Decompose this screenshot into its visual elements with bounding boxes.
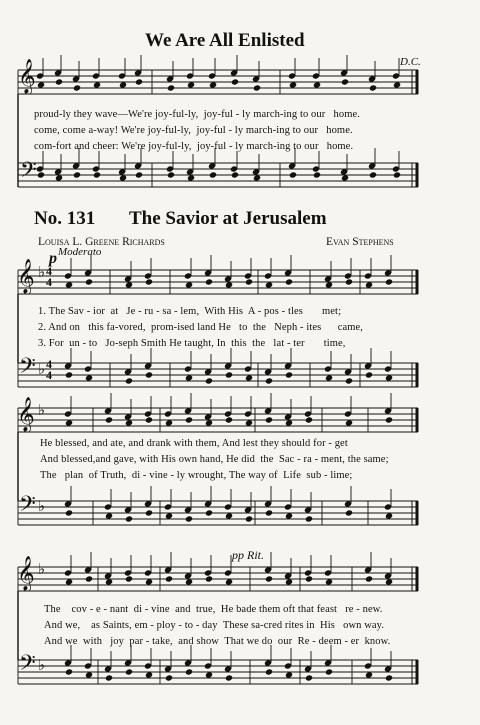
note-head — [285, 578, 293, 585]
note-head — [209, 81, 217, 88]
note-head — [105, 512, 113, 519]
system2-lyric-line-3: The plan of Truth, di - vine - ly wrought, The way of Life sub - lime; — [40, 470, 353, 481]
note-head — [265, 281, 273, 288]
note-head — [125, 281, 133, 288]
note-head — [125, 515, 133, 522]
note-head — [145, 509, 153, 516]
note-head — [325, 374, 333, 381]
note-head — [165, 575, 173, 582]
system1-lyric-line-3: 3. For un - to Jo-seph Smith He taught, In this the lat - ter time, — [38, 338, 346, 349]
treble-clef: 𝄞 — [17, 260, 35, 293]
flat-key-signature: ♭ — [38, 362, 46, 378]
note-head — [225, 281, 233, 288]
note-head — [313, 81, 321, 88]
note-head — [37, 171, 45, 178]
note-head — [205, 278, 213, 285]
top-lyric-line-1: proud-ly they wave—We're joy-ful-ly, joy-ful - ly march-ing to our home. — [34, 109, 360, 120]
note-head — [265, 575, 273, 582]
note-head — [265, 416, 273, 423]
note-head — [305, 416, 313, 423]
dynamic-p: p — [49, 250, 57, 267]
note-head — [231, 171, 239, 178]
note-head — [145, 416, 153, 423]
note-head — [187, 174, 195, 181]
note-head — [305, 515, 313, 522]
note-head — [385, 416, 393, 423]
bass-clef: 𝄢 — [19, 354, 36, 383]
note-head — [185, 281, 193, 288]
time-sig-top: 4 — [46, 357, 52, 371]
top-hymn-title: We Are All Enlisted — [145, 30, 305, 51]
note-head — [341, 174, 349, 181]
note-head — [167, 171, 175, 178]
note-head — [369, 171, 377, 178]
note-head — [65, 419, 73, 426]
note-head — [289, 171, 297, 178]
hymn-number: No. 131 — [34, 208, 96, 229]
note-head — [231, 78, 239, 85]
note-head — [145, 578, 153, 585]
note-head — [285, 512, 293, 519]
note-head — [55, 78, 63, 85]
system1-lyric-line-1: 1. The Sav - ior at Je - ru - sa - lem, With His A - pos - tles met; — [38, 306, 342, 317]
note-head — [185, 668, 193, 675]
note-head — [65, 668, 73, 675]
note-head — [65, 281, 73, 288]
note-head — [119, 174, 127, 181]
note-head — [345, 419, 353, 426]
note-head — [135, 171, 143, 178]
note-head — [225, 512, 233, 519]
system2-lyric-line-1: He blessed, and ate, and drank with them, And lest they should for - get — [40, 438, 348, 449]
note-head — [385, 578, 393, 585]
note-head — [385, 374, 393, 381]
time-sig-top: 4 — [46, 264, 52, 278]
note-head — [73, 84, 81, 91]
note-head — [187, 81, 195, 88]
note-head — [393, 171, 401, 178]
dc-mark: D.C. — [400, 56, 421, 68]
note-head — [185, 374, 193, 381]
note-head — [205, 575, 213, 582]
note-head — [325, 668, 333, 675]
note-head — [325, 281, 333, 288]
note-head — [205, 419, 213, 426]
note-head — [125, 377, 133, 384]
note-head — [253, 174, 261, 181]
note-head — [93, 81, 101, 88]
note-head — [385, 278, 393, 285]
note-head — [85, 374, 93, 381]
bass-clef: 𝄢 — [20, 158, 37, 187]
system1-lyric-line-2: 2. And on this fa-vored, prom-ised land He to the Neph - ites came, — [38, 322, 363, 333]
lyricist: Louisa L. Greene Richards — [38, 236, 165, 248]
note-head — [119, 81, 127, 88]
note-head — [65, 578, 73, 585]
note-head — [245, 419, 253, 426]
note-head — [105, 674, 113, 681]
note-head — [145, 671, 153, 678]
note-head — [345, 278, 353, 285]
treble-clef: 𝄞 — [17, 398, 35, 431]
note-head — [37, 81, 45, 88]
note-head — [245, 278, 253, 285]
system3-lyric-line-2: And we, as Saints, em - ploy - to - day These sa-cred rites in His own way. — [44, 620, 385, 631]
note-head — [85, 278, 93, 285]
note-head — [365, 671, 373, 678]
note-head — [105, 416, 113, 423]
system3-lyric-line-3: And we with joy par - take, and show That we do our Re - deem - er know. — [44, 636, 391, 647]
tempo-marking: Moderato — [58, 246, 102, 258]
note-head — [285, 371, 293, 378]
flat-key-signature: ♭ — [38, 499, 46, 515]
flat-key-signature: ♭ — [38, 403, 46, 419]
note-head — [225, 674, 233, 681]
note-head — [165, 512, 173, 519]
dynamic-pp-rit: pp Rit. — [232, 548, 264, 562]
note-head — [125, 668, 133, 675]
note-head — [289, 81, 297, 88]
note-head — [305, 674, 313, 681]
bass-clef: 𝄢 — [19, 492, 36, 521]
note-head — [65, 509, 73, 516]
note-head — [185, 578, 193, 585]
note-head — [225, 578, 233, 585]
note-head — [341, 78, 349, 85]
note-head — [393, 81, 401, 88]
note-head — [85, 575, 93, 582]
note-head — [105, 578, 113, 585]
note-head — [365, 281, 373, 288]
note-head — [165, 419, 173, 426]
note-head — [253, 84, 261, 91]
note-head — [185, 416, 193, 423]
note-head — [345, 377, 353, 384]
note-head — [205, 377, 213, 384]
note-head — [165, 674, 173, 681]
note-head — [73, 171, 81, 178]
top-lyric-line-3: com-fort and cheer: We're joy-ful-ly, joy-ful - ly march-ing to our home. — [34, 141, 354, 152]
note-head — [125, 419, 133, 426]
note-head — [55, 174, 63, 181]
treble-clef: 𝄞 — [18, 60, 36, 93]
note-head — [225, 416, 233, 423]
time-sig-bottom: 4 — [46, 275, 52, 289]
note-head — [145, 371, 153, 378]
note-head — [209, 171, 217, 178]
note-head — [385, 512, 393, 519]
note-head — [325, 578, 333, 585]
note-head — [285, 419, 293, 426]
flat-key-signature: ♭ — [38, 265, 46, 281]
note-head — [385, 674, 393, 681]
top-lyric-line-2: come, come a-way! We're joy-ful-ly, joy-ful - ly march-ing to our home. — [34, 125, 353, 136]
note-head — [245, 374, 253, 381]
note-head — [167, 84, 175, 91]
note-head — [265, 509, 273, 516]
time-sig-bottom: 4 — [46, 368, 52, 382]
note-head — [185, 515, 193, 522]
note-head — [369, 84, 377, 91]
system3-lyric-line-1: The cov - e - nant di - vine and true, He bade them oft that feast re - new. — [44, 604, 383, 615]
flat-key-signature: ♭ — [38, 658, 46, 674]
system2-lyric-line-2: And blessed,and gave, with His own hand, He did the Sac - ra - ment, the same; — [40, 454, 389, 465]
treble-clef: 𝄞 — [17, 557, 35, 590]
composer: Evan Stephens — [326, 236, 394, 248]
note-head — [265, 668, 273, 675]
note-head — [65, 371, 73, 378]
note-head — [205, 671, 213, 678]
note-head — [145, 278, 153, 285]
note-head — [305, 575, 313, 582]
note-head — [85, 671, 93, 678]
note-head — [265, 377, 273, 384]
note-head — [205, 509, 213, 516]
note-head — [365, 575, 373, 582]
note-head — [365, 371, 373, 378]
note-head — [93, 171, 101, 178]
hymn-title: The Savior at Jerusalem — [129, 208, 327, 229]
note-head — [313, 171, 321, 178]
note-head — [285, 671, 293, 678]
note-head — [285, 278, 293, 285]
note-head — [225, 371, 233, 378]
note-head — [245, 515, 253, 522]
note-head — [345, 509, 353, 516]
note-head — [125, 575, 133, 582]
note-head — [135, 78, 143, 85]
flat-key-signature: ♭ — [38, 562, 46, 578]
bass-clef: 𝄢 — [19, 651, 36, 680]
